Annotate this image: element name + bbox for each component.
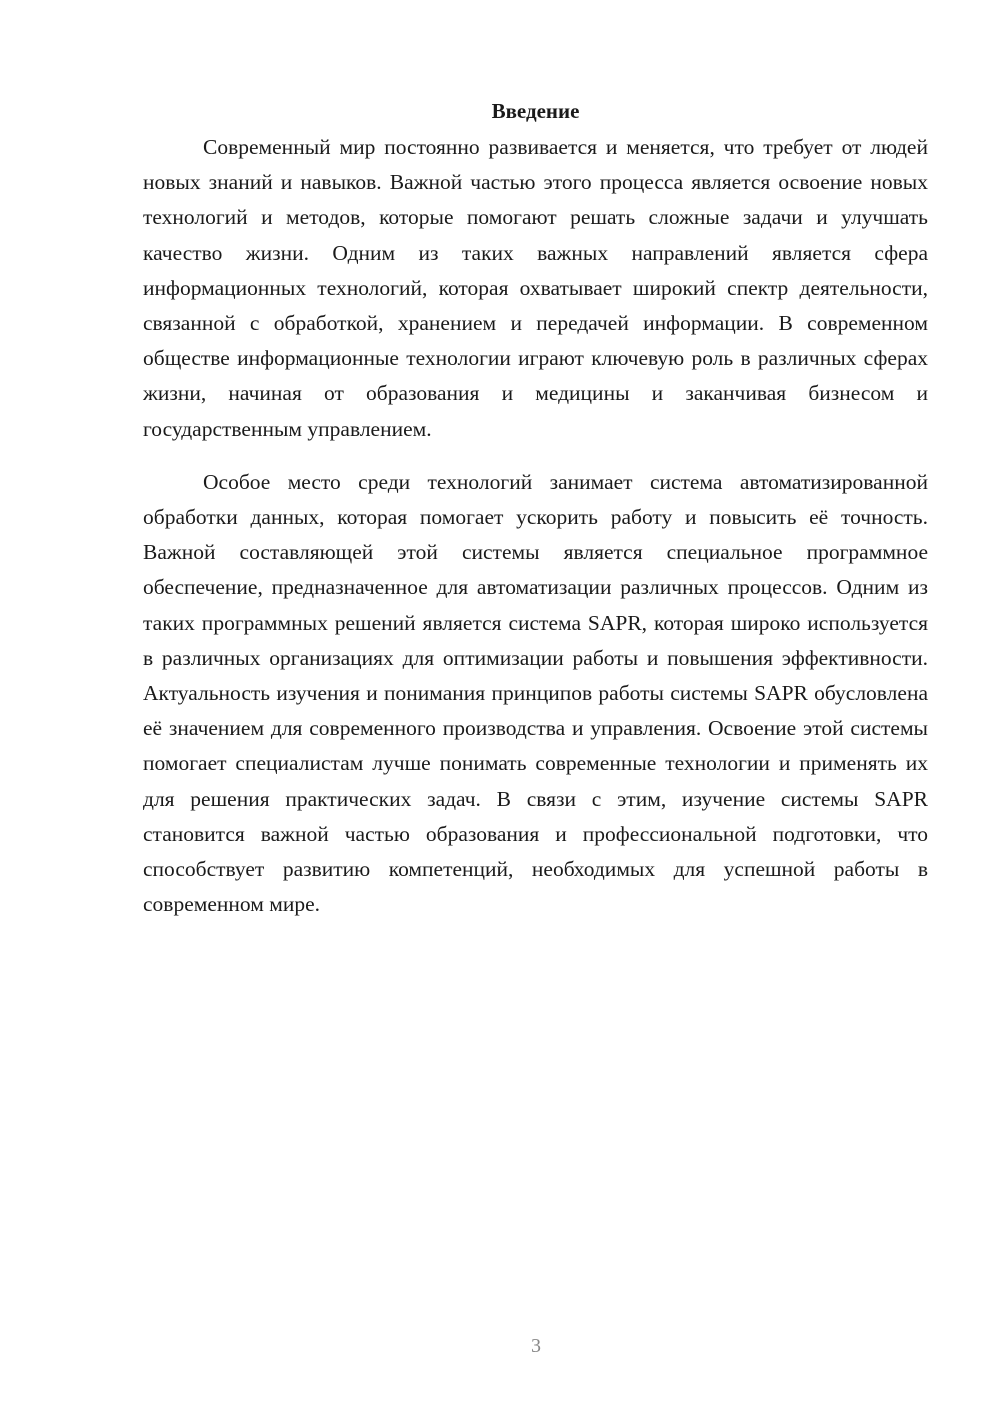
page-number: 3	[531, 1335, 541, 1357]
paragraph-1: Современный мир постоянно развивается и меняется, что требует от людей новых знаний и навыков. Важной частью этого процесса является освоение новых технологий и методов, которые помогают решать сложные задачи и улучшать качество жизни. Одним из таких важных направлений является сфера информационных технологий, которая охватывает широкий спектр деятельности, связанной с обработкой, хранением и передачей информации. В современном обществе информационные технологии играют ключевую роль в различных сферах жизни, начиная от образования и медицины и заканчивая бизнесом и государственным управлением.	[143, 135, 928, 441]
section-title: Введение	[491, 99, 580, 123]
paragraph-2: Особое место среди технологий занимает система автоматизированной обработки данных, которая помогает ускорить работу и повысить её точность. Важной составляющей этой системы является специальное программное обеспечение, предназначенное для автоматизации различных процессов. Одним из таких программных решений является система SAPR, которая широко используется в различных организациях для оптимизации работы и повышения эффективности. Актуальность изучения и понимания принципов работы системы SAPR обусловлена её значением для современного производства и управления. Освоение этой системы помогает специалистам лучше понимать современные технологии и применять их для решения практических задач. В связи с этим, изучение системы SAPR становится важной частью образования и профессиональной подготовки, что способствует развитию компетенций, необходимых для успешной работы в современном мире.	[143, 469, 928, 917]
page-content	[143, 96, 928, 940]
